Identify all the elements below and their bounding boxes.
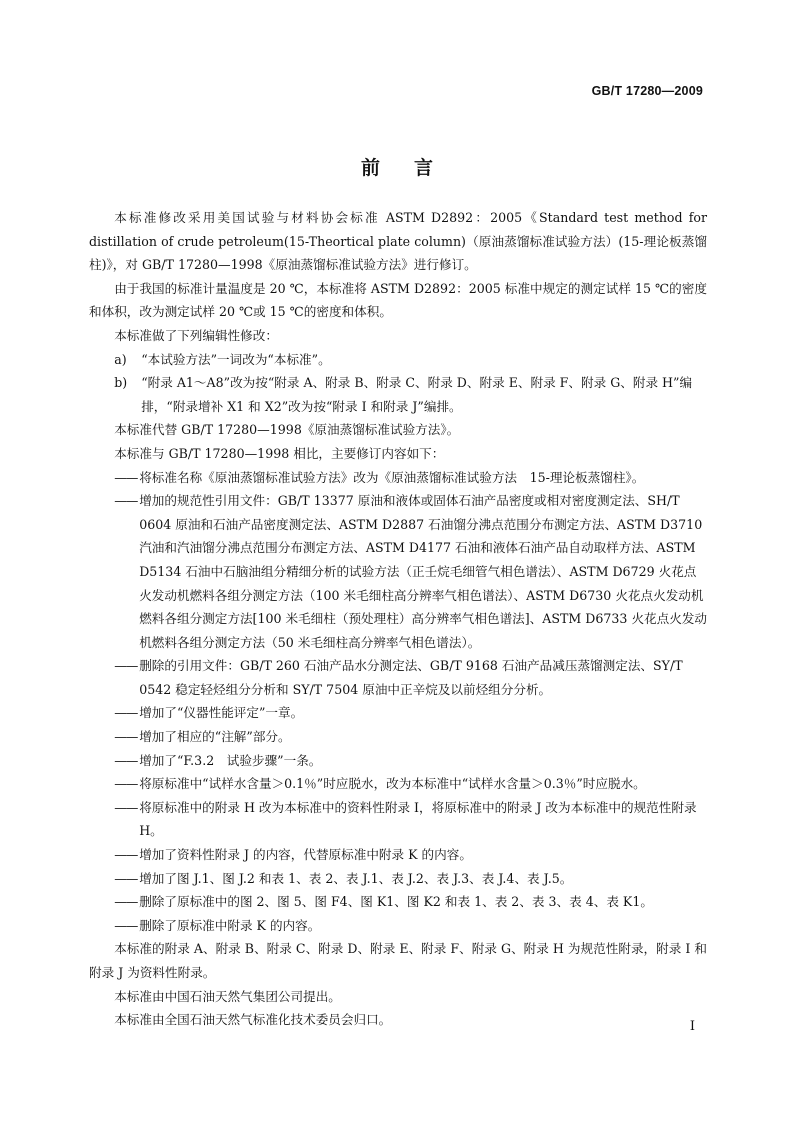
dash-marker: —— (114, 847, 138, 863)
replaces-paragraph: 本标准代替 GB/T 17280—1998《原油蒸馏标准试验方法》。 (114, 422, 460, 438)
change-text: 删除了原标准中附录 K 的内容。 (139, 917, 321, 933)
change-item (89, 867, 707, 891)
edit-marker: a) (114, 351, 127, 367)
change-item (89, 489, 707, 654)
dash-marker: —— (114, 729, 138, 745)
dash-marker: —— (114, 917, 138, 933)
document-body (89, 206, 707, 1032)
dash-marker: —— (114, 658, 138, 674)
change-text: 将原标准中“试样水含量＞0.1％”时应脱水，改为本标准中“试样水含量＞0.3％”时应脱水。 (139, 776, 646, 792)
edit-item (89, 348, 707, 372)
change-text: 将原标准中的附录 H 改为本标准中的资料性附录 I，将原标准中的附录 J 改为本标准中的规范性附录 H。 (139, 799, 697, 839)
dash-marker: —— (114, 469, 138, 485)
dash-marker: —— (114, 776, 138, 792)
standard-code: GB/T 17280—2009 (591, 84, 703, 98)
change-text: 增加了“F.3.2 试验步骤”一条。 (139, 752, 322, 768)
committee-paragraph: 本标准由全国石油天然气标准化技术委员会归口。 (114, 1012, 392, 1028)
change-item (89, 890, 707, 914)
annex-type-paragraph: 本标准的附录 A、附录 B、附录 C、附录 D、附录 E、附录 F、附录 G、附录 H 为规范性附录，附录 I 和附录 J 为资料性附录。 (89, 941, 707, 980)
change-text: 将标准名称《原油蒸馏标准试验方法》改为《原油蒸馏标准试验方法 15-理论板蒸馏柱》。 (139, 469, 645, 485)
dash-marker: —— (114, 493, 138, 509)
change-item (89, 701, 707, 725)
proposer-paragraph: 本标准由中国石油天然气集团公司提出。 (114, 988, 341, 1004)
change-item (89, 749, 707, 773)
dash-marker: —— (114, 752, 138, 768)
dash-marker: —— (114, 705, 138, 721)
change-item (89, 914, 707, 938)
change-text: 增加了资料性附录 J 的内容，代替原标准中附录 K 的内容。 (139, 847, 472, 863)
page-number: I (689, 1019, 695, 1034)
change-text: 增加了“仪器性能评定”一章。 (139, 705, 304, 721)
change-item (89, 843, 707, 867)
edits-intro-paragraph: 本标准做了下列编辑性修改： (114, 327, 278, 343)
change-text: 增加了相应的“注解”部分。 (139, 729, 291, 745)
change-text: 增加了图 J.1、图 J.2 和表 1、表 2、表 J.1、表 J.2、表 J.3、表 J.4、表 J.5。 (139, 870, 573, 886)
change-item (89, 796, 707, 843)
change-text: 删除的引用文件：GB/T 260 石油产品水分测定法、GB/T 9168 石油产品减压蒸馏测定法、SY/T 0542 稳定轻烃组分分析和 SY/T 7504 原油中正辛烷及以前烃组分分析。 (139, 658, 683, 697)
change-text: 删除了原标准中的图 2、图 5、图 F4、图 K1、图 K2 和表 1、表 2、表 3、表 4、表 K1。 (139, 894, 653, 910)
temperature-paragraph: 由于我国的标准计量温度是 20 ℃，本标准将 ASTM D2892：2005 标准中规定的测定试样 15 ℃的密度和体积，改为测定试样 20 ℃或 15 ℃的密度和体积。 (89, 280, 707, 320)
intro-paragraph: 本标准修改采用美国试验与材料协会标准 ASTM D2892：2005《Standard test method for distillation of crude petroleum(15-Theortical plate column)（原油蒸馏标准试验方法）(15-理论板蒸馏柱)》，对 GB/T 17280—1998《原油蒸馏标准试验方法》进行修订。 (89, 210, 707, 273)
dash-marker: —— (114, 799, 138, 815)
change-item (89, 466, 707, 490)
edit-item (89, 371, 707, 418)
page-title: 前言 (360, 157, 467, 179)
change-text: 增加的规范性引用文件：GB/T 13377 原油和液体或固体石油产品密度或相对密度测定法、SH/T 0604 原油和石油产品密度测定法、ASTM D2887 石油馏分沸点范围分布测定方法、ASTM D3710 汽油和汽油馏分沸点范围分布测定方法、ASTM D4177 石油和液体石油产品自动取样方法、ASTM D5134 石油中石脑油组分精细分析的试验方法（正壬烷毛细管气相色谱法）、ASTM D6729 火花点火发动机燃料各组分测定方法（100 米毛细柱高分辨率气相色谱法）、ASTM D6730 火花点火发动机燃料各组分测定方法[100 米毛细柱（预处理柱）高分辨率气相色谱法]、ASTM D6733 火花点火发动机燃料各组分测定方法（50 米毛细柱高分辨率气相色谱法）。 (139, 493, 708, 650)
change-item (89, 654, 707, 701)
edit-text: “附录 A1～A8”改为按“附录 A、附录 B、附录 C、附录 D、附录 E、附录 F、附录 G、附录 H”编排，“附录增补 X1 和 X2”改为按“附录 I 和附录 J”编排。 (141, 375, 693, 414)
change-item (89, 725, 707, 749)
edit-text: “本试验方法”一词改为“本标准”。 (141, 351, 331, 367)
change-item (89, 772, 707, 796)
changes-intro-paragraph: 本标准与 GB/T 17280—1998 相比，主要修订内容如下： (114, 445, 445, 461)
dash-marker: —— (114, 870, 138, 886)
edit-marker: b) (114, 375, 128, 391)
dash-marker: —— (114, 894, 138, 910)
